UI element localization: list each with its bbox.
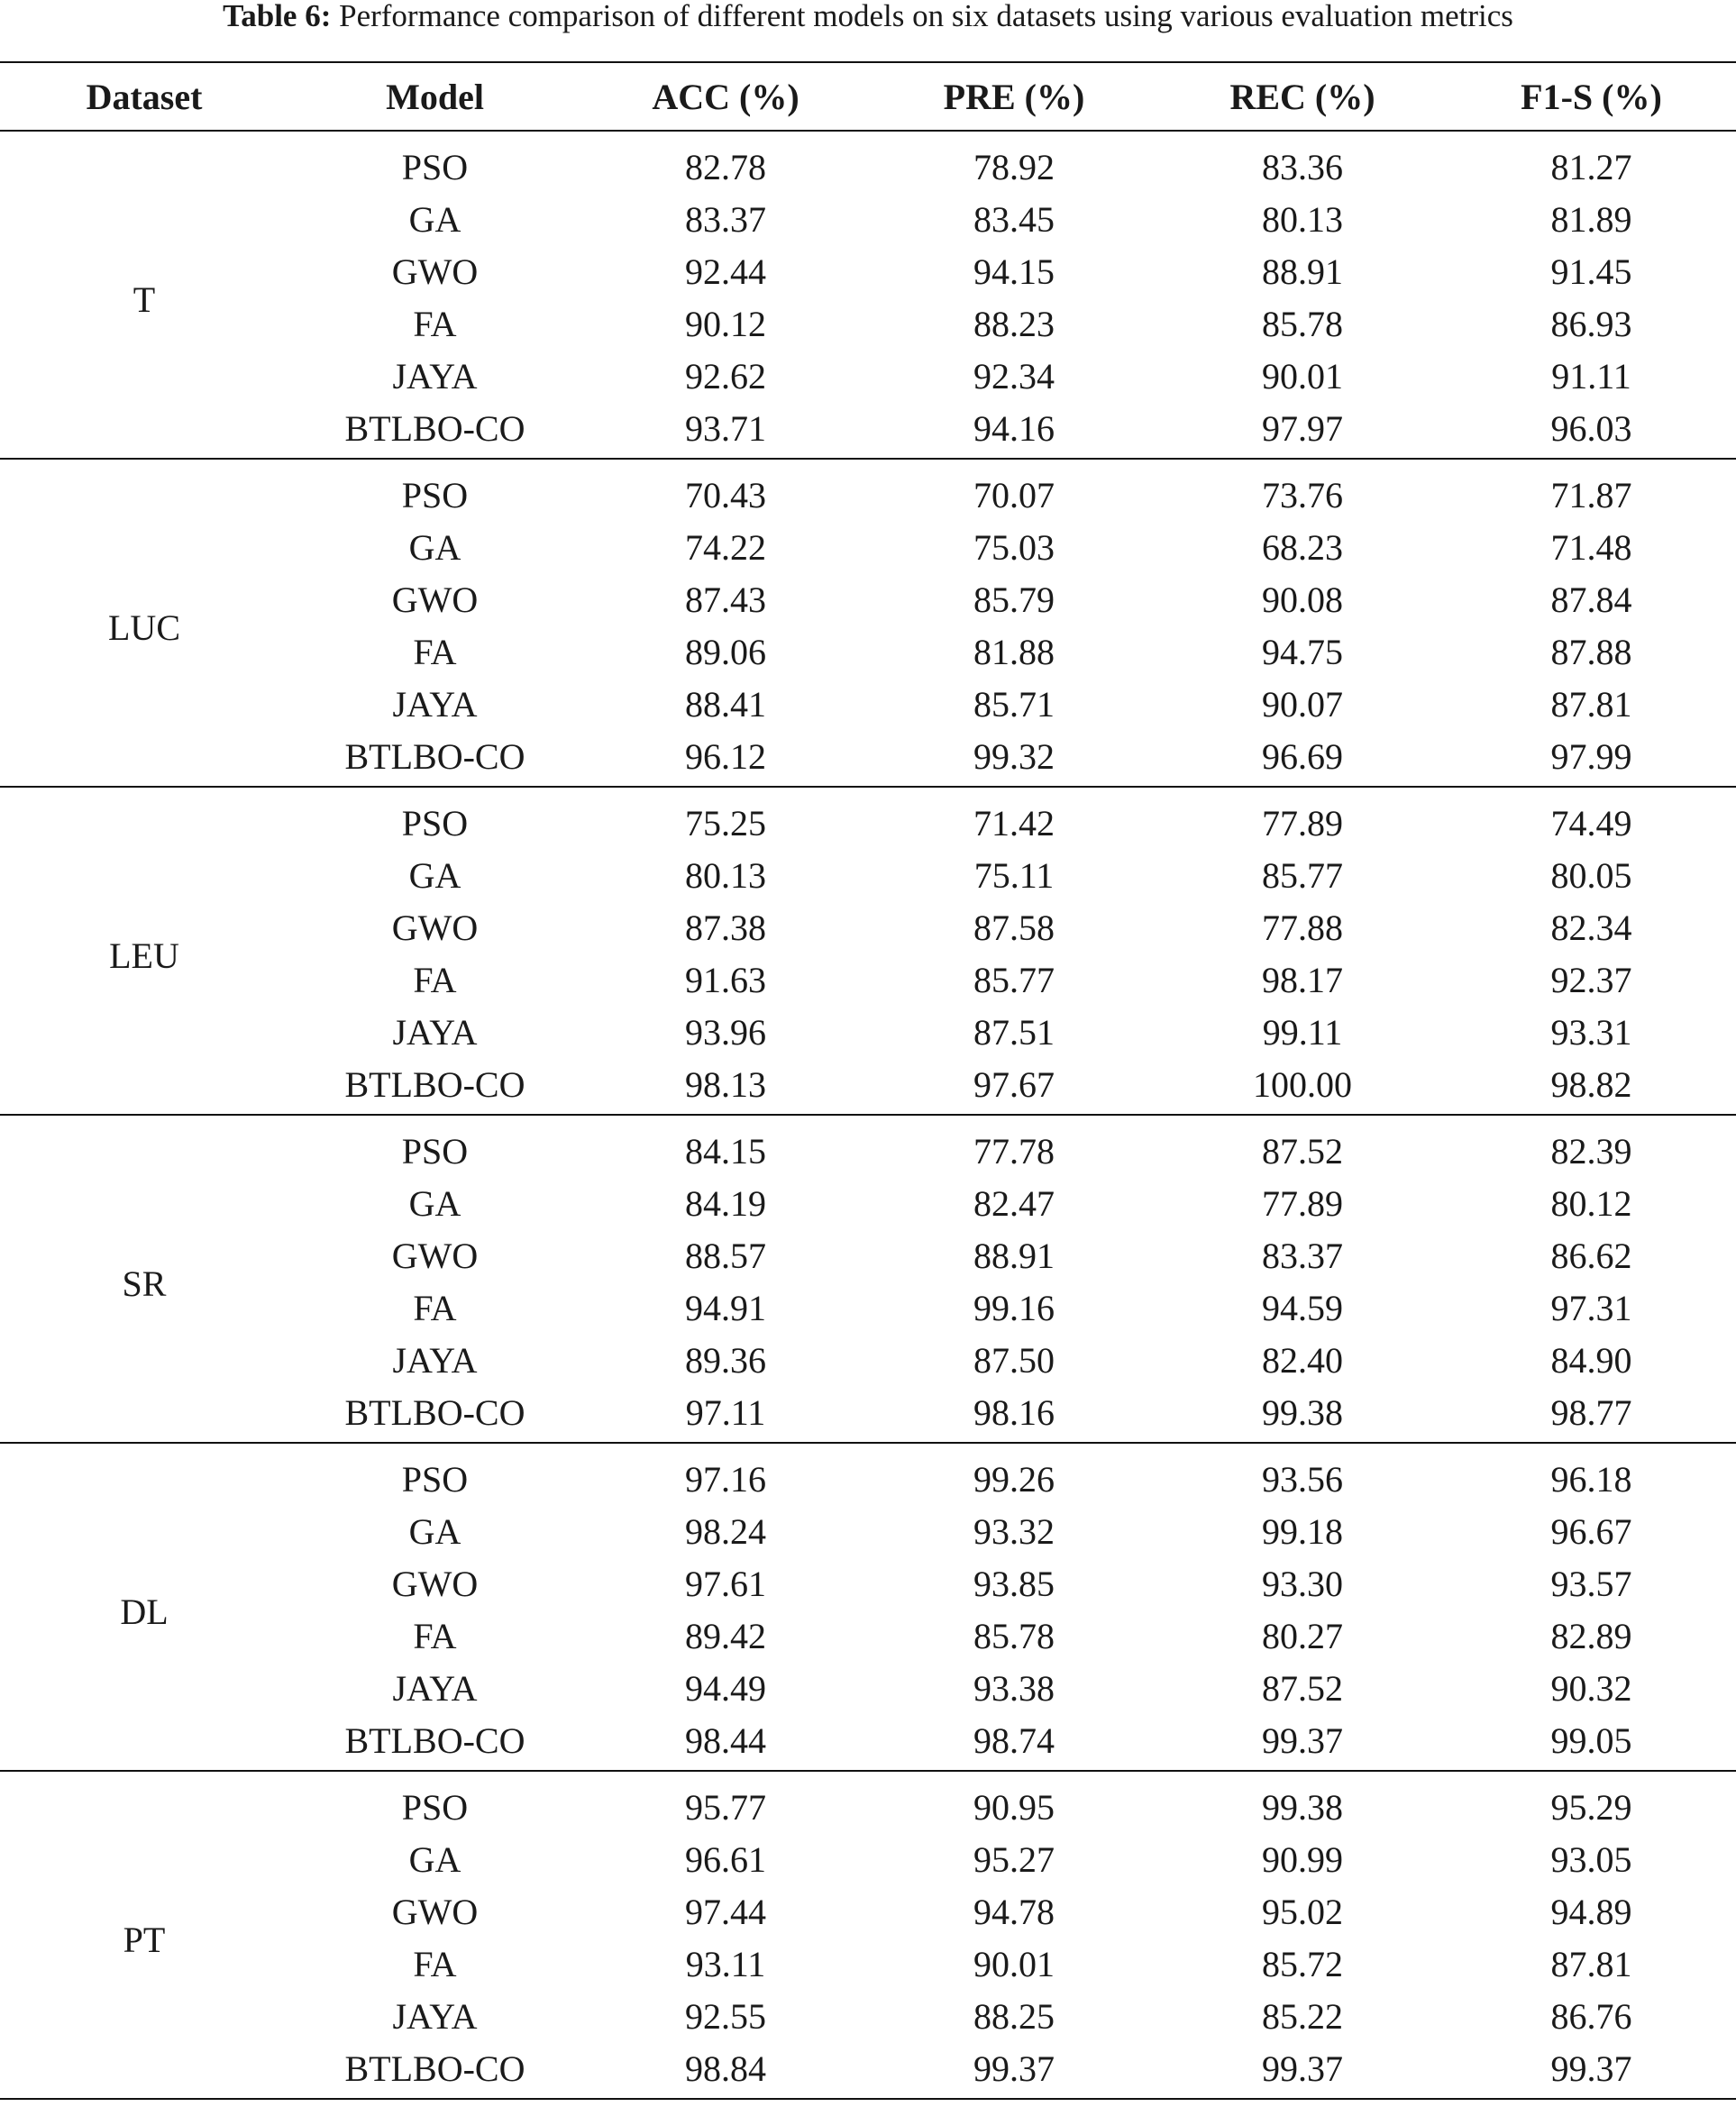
acc-cell: 74.22 [685, 526, 766, 568]
header-dataset: Dataset [0, 62, 288, 131]
acc-cell: 97.16 [685, 1458, 766, 1500]
pre-cell: 87.50 [973, 1339, 1055, 1381]
acc-cell: 96.61 [685, 1838, 766, 1880]
performance-table [0, 61, 1736, 2100]
acc-cell: 92.62 [685, 355, 766, 397]
pre-cell: 83.45 [973, 198, 1055, 240]
model-cell: BTLBO-CO [288, 1058, 581, 1115]
dataset-cell: PT [0, 1771, 288, 2099]
rec-cell: 99.37 [1158, 2042, 1447, 2099]
acc-cell: 89.36 [685, 1339, 766, 1381]
pre-cell: 75.11 [973, 854, 1055, 896]
model-cell: JAYA [392, 683, 478, 725]
rec-cell: 99.11 [1262, 1011, 1343, 1053]
acc-cell: 97.11 [581, 1386, 870, 1443]
model-cell: GA [408, 854, 461, 896]
f1s-cell: 96.18 [1550, 1458, 1632, 1500]
model-cell: BTLBO-CO [288, 402, 581, 459]
table-row [0, 1115, 1736, 1177]
f1s-cell: 74.49 [1550, 802, 1632, 844]
rec-cell: 85.77 [1262, 854, 1343, 896]
pre-cell: 99.32 [870, 730, 1158, 787]
model-cell: FA [413, 303, 457, 344]
pre-cell: 81.88 [973, 631, 1055, 672]
f1s-cell: 93.05 [1550, 1838, 1632, 1880]
rec-cell: 77.89 [1262, 802, 1343, 844]
pre-cell: 93.32 [973, 1510, 1055, 1552]
acc-cell: 75.25 [685, 802, 766, 844]
pre-cell: 99.37 [870, 2042, 1158, 2099]
rec-cell: 94.75 [1262, 631, 1343, 672]
model-cell: JAYA [392, 1995, 478, 2037]
f1s-cell: 71.87 [1550, 474, 1632, 515]
pre-cell: 71.42 [973, 802, 1055, 844]
rec-cell: 93.56 [1262, 1458, 1343, 1500]
model-cell: GWO [391, 1563, 479, 1604]
model-cell: GA [408, 1510, 461, 1552]
model-cell: JAYA [392, 1339, 478, 1381]
acc-cell: 98.24 [685, 1510, 766, 1552]
acc-cell: 84.19 [685, 1182, 766, 1224]
f1s-cell: 86.62 [1550, 1235, 1632, 1276]
acc-cell: 93.71 [581, 402, 870, 459]
rec-cell: 90.01 [1262, 355, 1343, 397]
f1s-cell: 81.89 [1550, 198, 1632, 240]
acc-cell: 92.55 [685, 1995, 766, 2037]
rec-cell: 68.23 [1262, 526, 1343, 568]
f1s-cell: 99.37 [1447, 2042, 1736, 2099]
model-cell: FA [413, 1615, 457, 1656]
f1s-cell: 96.67 [1550, 1510, 1632, 1552]
model-cell: GWO [391, 1891, 479, 1932]
pre-cell: 93.85 [973, 1563, 1055, 1604]
pre-cell: 87.58 [973, 907, 1055, 948]
dataset-cell: LUC [0, 459, 288, 787]
pre-cell: 94.15 [973, 251, 1055, 292]
dataset-cell: T [0, 131, 288, 459]
rec-cell: 87.52 [1262, 1130, 1343, 1172]
acc-cell: 96.12 [581, 730, 870, 787]
table-row [0, 1771, 1736, 1833]
header-f1s: F1-S (%) [1447, 62, 1736, 131]
pre-cell: 98.16 [870, 1386, 1158, 1443]
table-row [0, 787, 1736, 849]
model-cell: GA [408, 1182, 461, 1224]
pre-cell: 90.01 [973, 1943, 1055, 1984]
f1s-cell: 84.90 [1550, 1339, 1632, 1381]
acc-cell: 97.44 [685, 1891, 766, 1932]
pre-cell: 95.27 [973, 1838, 1055, 1880]
f1s-cell: 87.88 [1550, 631, 1632, 672]
pre-cell: 77.78 [973, 1130, 1055, 1172]
pre-cell: 75.03 [973, 526, 1055, 568]
model-cell: BTLBO-CO [288, 2042, 581, 2099]
f1s-cell: 98.77 [1447, 1386, 1736, 1443]
rec-cell: 80.27 [1262, 1615, 1343, 1656]
rec-cell: 77.89 [1262, 1182, 1343, 1224]
f1s-cell: 86.76 [1550, 1995, 1632, 2037]
pre-cell: 85.71 [973, 683, 1055, 725]
rec-cell: 77.88 [1262, 907, 1343, 948]
f1s-cell: 80.12 [1550, 1182, 1632, 1224]
header-row [0, 62, 1736, 131]
model-cell: PSO [401, 1458, 469, 1500]
f1s-cell: 90.32 [1550, 1667, 1632, 1709]
acc-cell: 90.12 [685, 303, 766, 344]
model-cell: JAYA [392, 355, 478, 397]
dataset-cell: LEU [0, 787, 288, 1115]
model-cell: JAYA [392, 1667, 478, 1709]
acc-cell: 89.06 [685, 631, 766, 672]
rec-cell: 83.36 [1262, 146, 1343, 187]
acc-cell: 98.44 [581, 1714, 870, 1771]
pre-cell: 93.38 [973, 1667, 1055, 1709]
model-cell: PSO [401, 474, 469, 515]
f1s-cell: 82.39 [1550, 1130, 1632, 1172]
pre-cell: 99.26 [973, 1458, 1055, 1500]
table-caption [0, 0, 1736, 36]
acc-cell: 91.63 [685, 959, 766, 1000]
model-cell: FA [413, 631, 457, 672]
model-cell: FA [413, 1287, 457, 1328]
rec-cell: 97.97 [1158, 402, 1447, 459]
table-row [0, 1443, 1736, 1505]
f1s-cell: 97.31 [1550, 1287, 1632, 1328]
acc-cell: 93.96 [685, 1011, 766, 1053]
header-rec: REC (%) [1158, 62, 1447, 131]
f1s-cell: 94.89 [1550, 1891, 1632, 1932]
model-cell: GA [408, 1838, 461, 1880]
model-cell: GWO [391, 579, 479, 620]
model-cell: JAYA [392, 1011, 478, 1053]
rec-cell: 96.69 [1158, 730, 1447, 787]
f1s-cell: 87.84 [1550, 579, 1632, 620]
pre-cell: 92.34 [973, 355, 1055, 397]
pre-cell: 90.95 [973, 1786, 1055, 1828]
pre-cell: 82.47 [973, 1182, 1055, 1224]
table-body [0, 131, 1736, 2099]
pre-cell: 94.78 [973, 1891, 1055, 1932]
acc-cell: 94.91 [685, 1287, 766, 1328]
rec-cell: 82.40 [1262, 1339, 1343, 1381]
acc-cell: 95.77 [685, 1786, 766, 1828]
dataset-cell: SR [0, 1115, 288, 1443]
rec-cell: 85.72 [1262, 1943, 1343, 1984]
rec-cell: 90.07 [1262, 683, 1343, 725]
pre-cell: 88.23 [973, 303, 1055, 344]
acc-cell: 80.13 [685, 854, 766, 896]
model-cell: BTLBO-CO [288, 730, 581, 787]
f1s-cell: 92.37 [1550, 959, 1632, 1000]
acc-cell: 94.49 [685, 1667, 766, 1709]
acc-cell: 93.11 [685, 1943, 766, 1984]
table-row [0, 459, 1736, 521]
acc-cell: 84.15 [685, 1130, 766, 1172]
rec-cell: 90.99 [1262, 1838, 1343, 1880]
model-cell: BTLBO-CO [288, 1714, 581, 1771]
pre-cell: 87.51 [973, 1011, 1055, 1053]
acc-cell: 89.42 [685, 1615, 766, 1656]
model-cell: PSO [401, 1130, 469, 1172]
model-cell: GA [408, 526, 461, 568]
caption-label: Table 6: [223, 0, 332, 33]
rec-cell: 95.02 [1262, 1891, 1343, 1932]
f1s-cell: 87.81 [1550, 683, 1632, 725]
pre-cell: 88.25 [973, 1995, 1055, 2037]
rec-cell: 94.59 [1262, 1287, 1343, 1328]
model-cell: PSO [401, 802, 469, 844]
pre-cell: 97.67 [870, 1058, 1158, 1115]
f1s-cell: 71.48 [1550, 526, 1632, 568]
rec-cell: 100.00 [1158, 1058, 1447, 1115]
f1s-cell: 82.89 [1550, 1615, 1632, 1656]
model-cell: FA [413, 959, 457, 1000]
rec-cell: 73.76 [1262, 474, 1343, 515]
header-pre: PRE (%) [870, 62, 1158, 131]
acc-cell: 97.61 [685, 1563, 766, 1604]
rec-cell: 90.08 [1262, 579, 1343, 620]
header-acc: ACC (%) [581, 62, 870, 131]
pre-cell: 98.74 [870, 1714, 1158, 1771]
rec-cell: 83.37 [1262, 1235, 1343, 1276]
rec-cell: 80.13 [1262, 198, 1343, 240]
rec-cell: 99.37 [1158, 1714, 1447, 1771]
acc-cell: 83.37 [685, 198, 766, 240]
model-cell: BTLBO-CO [288, 1386, 581, 1443]
rec-cell: 85.78 [1262, 303, 1343, 344]
acc-cell: 98.13 [581, 1058, 870, 1115]
f1s-cell: 82.34 [1550, 907, 1632, 948]
acc-cell: 88.57 [685, 1235, 766, 1276]
rec-cell: 99.18 [1262, 1510, 1343, 1552]
model-cell: PSO [401, 146, 469, 187]
pre-cell: 88.91 [973, 1235, 1055, 1276]
pre-cell: 99.16 [973, 1287, 1055, 1328]
rec-cell: 99.38 [1262, 1786, 1343, 1828]
header-model: Model [288, 62, 581, 131]
acc-cell: 92.44 [685, 251, 766, 292]
f1s-cell: 98.82 [1447, 1058, 1736, 1115]
rec-cell: 87.52 [1262, 1667, 1343, 1709]
acc-cell: 70.43 [685, 474, 766, 515]
pre-cell: 85.78 [973, 1615, 1055, 1656]
pre-cell: 70.07 [973, 474, 1055, 515]
f1s-cell: 91.11 [1551, 355, 1631, 397]
acc-cell: 87.43 [685, 579, 766, 620]
pre-cell: 94.16 [870, 402, 1158, 459]
f1s-cell: 91.45 [1550, 251, 1632, 292]
model-cell: GWO [391, 907, 479, 948]
rec-cell: 99.38 [1158, 1386, 1447, 1443]
f1s-cell: 80.05 [1550, 854, 1632, 896]
model-cell: GWO [391, 1235, 479, 1276]
rec-cell: 98.17 [1262, 959, 1343, 1000]
f1s-cell: 97.99 [1447, 730, 1736, 787]
model-cell: PSO [401, 1786, 469, 1828]
model-cell: GA [408, 198, 461, 240]
acc-cell: 87.38 [685, 907, 766, 948]
dataset-cell: DL [0, 1443, 288, 1771]
pre-cell: 78.92 [973, 146, 1055, 187]
f1s-cell: 99.05 [1447, 1714, 1736, 1771]
f1s-cell: 87.81 [1550, 1943, 1632, 1984]
f1s-cell: 95.29 [1550, 1786, 1632, 1828]
acc-cell: 98.84 [581, 2042, 870, 2099]
f1s-cell: 86.93 [1550, 303, 1632, 344]
f1s-cell: 93.57 [1550, 1563, 1632, 1604]
f1s-cell: 81.27 [1550, 146, 1632, 187]
table-row [0, 131, 1736, 193]
table-header [0, 62, 1736, 131]
f1s-cell: 93.31 [1550, 1011, 1632, 1053]
acc-cell: 88.41 [685, 683, 766, 725]
acc-cell: 82.78 [685, 146, 766, 187]
model-cell: FA [413, 1943, 457, 1984]
pre-cell: 85.79 [973, 579, 1055, 620]
rec-cell: 93.30 [1262, 1563, 1343, 1604]
model-cell: GWO [391, 251, 479, 292]
f1s-cell: 96.03 [1447, 402, 1736, 459]
rec-cell: 88.91 [1262, 251, 1343, 292]
pre-cell: 85.77 [973, 959, 1055, 1000]
rec-cell: 85.22 [1262, 1995, 1343, 2037]
caption-text: Performance comparison of different models on six datasets using various evaluation metrics [331, 0, 1513, 33]
